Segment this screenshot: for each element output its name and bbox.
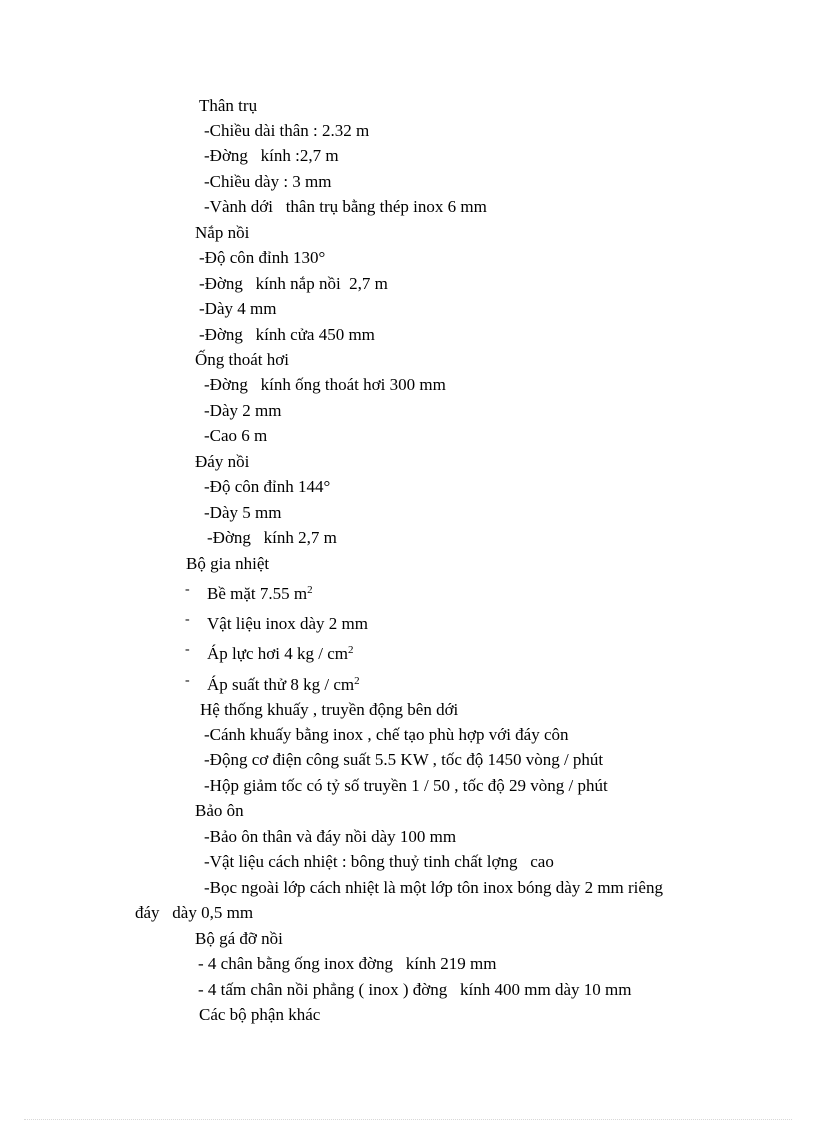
spec-line: -Đờng kính cửa 450 mm xyxy=(199,325,375,344)
spec-line: -Độ côn đỉnh 130° xyxy=(199,248,326,267)
spec-line: -Hộp giảm tốc có tỷ số truyền 1 / 50 , tốc độ 29 vòng / phút xyxy=(204,776,608,795)
spec-line: -Dày 2 mm xyxy=(204,401,282,420)
heading-ong-thoat-hoi: Ống thoát hơi xyxy=(195,350,289,369)
spec-line: -Dày 5 mm xyxy=(204,503,282,522)
spec-line: -Vành dới thân trụ bằng thép inox 6 mm xyxy=(204,197,487,216)
spec-line: -Động cơ điện công suất 5.5 KW , tốc độ 1450 vòng / phút xyxy=(204,750,604,769)
heading-bo-gia-nhiet: Bộ gia nhiệt xyxy=(186,554,270,573)
spec-line: -Chiều dày : 3 mm xyxy=(204,172,332,191)
bullet-item: Áp lực hơi 4 kg / $cm^2$ xyxy=(207,644,354,663)
heading-bao-on: Bảo ôn xyxy=(195,801,244,820)
spec-line: - 4 chân bằng ống inox đờng kính 219 mm xyxy=(198,954,497,973)
heading-he-thong-khuay: Hệ thống khuấy , truyền động bên dới xyxy=(200,700,459,719)
bullet-item: Bề mặt 7.55 $m^2$ xyxy=(207,584,313,603)
spec-line: -Đờng kính 2,7 m xyxy=(207,528,337,547)
heading-than-tru: Thân trụ xyxy=(199,96,258,115)
spec-line: -Đờng kính nắp nồi 2,7 m xyxy=(199,274,388,293)
bullet-marker: - xyxy=(185,612,190,627)
spec-line: -Đờng kính :2,7 m xyxy=(204,146,339,165)
spec-line-continuation: đáy dày 0,5 mm xyxy=(135,903,254,922)
spec-line: - 4 tấm chân nồi phẳng ( inox ) đờng kính 400 mm dày 10 mm xyxy=(198,980,632,999)
spec-line: -Đờng kính ống thoát hơi 300 mm xyxy=(204,375,446,394)
heading-bo-ga-do-noi: Bộ gá đỡ nồi xyxy=(195,929,283,948)
bullet-marker: - xyxy=(185,582,190,597)
spec-line: -Cánh khuấy bằng inox , chế tạo phù hợp với đáy côn xyxy=(204,725,569,744)
spec-line: -Độ côn đỉnh 144° xyxy=(204,477,331,496)
heading-day-noi: Đáy nồi xyxy=(195,452,250,471)
spec-line: -Bảo ôn thân và đáy nồi dày 100 mm xyxy=(204,827,457,846)
heading-nap-noi: Nắp nồi xyxy=(195,223,250,242)
spec-line: -Chiều dài thân : 2.32 m xyxy=(204,121,370,140)
spec-line: -Vật liệu cách nhiệt : bông thuỷ tinh chất lợng cao xyxy=(204,852,554,871)
page-bottom-divider xyxy=(24,1119,792,1120)
spec-line: -Dày 4 mm xyxy=(199,299,277,318)
bullet-marker: - xyxy=(185,673,190,688)
bullet-item: Vật liệu inox dày 2 mm xyxy=(207,614,369,633)
heading-cac-bo-phan-khac: Các bộ phận khác xyxy=(199,1005,321,1024)
bullet-marker: - xyxy=(185,642,190,657)
bullet-item: Áp suất thử 8 kg / $cm^2$ xyxy=(207,675,360,694)
spec-line: -Bọc ngoài lớp cách nhiệt là một lớp tôn inox bóng dày 2 mm riêng xyxy=(204,878,663,897)
spec-line: -Cao 6 m xyxy=(204,426,268,445)
